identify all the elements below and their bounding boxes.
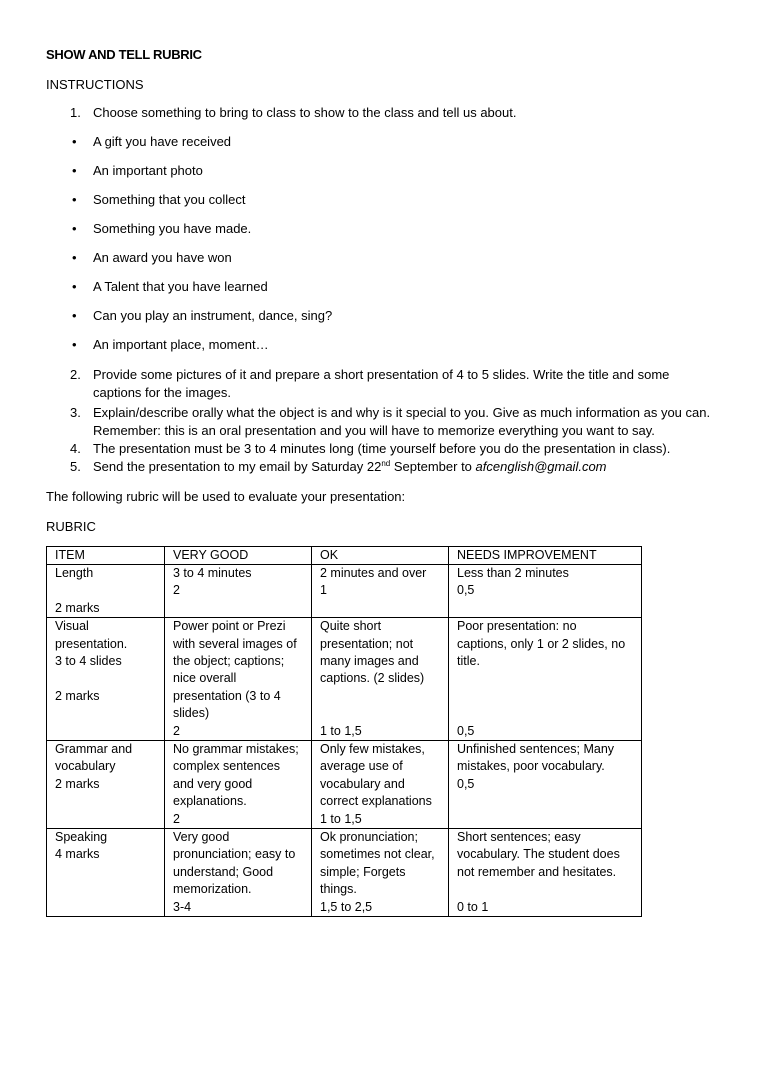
cell-line: 2 [173,723,180,738]
cell-line: average use of [320,759,403,774]
cell-very-good [165,829,312,917]
header-ok: OK [312,547,449,565]
cell-line: Ok pronunciation; [320,830,418,845]
cell-line: slides) [173,706,210,721]
cell-line: Only few mistakes, [320,742,425,757]
rubric-intro: The following rubric will be used to evaluate your presentation: [46,489,406,504]
cell-line: 1 to 1,5 [320,723,362,738]
step-text-line-1: Explain/describe orally what the object is and why is it special to you. Give as much information as you can. [93,405,711,420]
step-text-before: Send the presentation to my email by Saturday 22 [93,459,382,474]
list-item-text: Can you play an instrument, dance, sing? [93,308,333,323]
cell-line: understand; Good [173,864,274,879]
table-row [47,565,642,618]
cell-line: correct explanations [320,794,432,809]
bullet-icon: • [72,221,77,236]
cell-very-good [165,741,312,829]
cell-line: captions. (2 slides) [320,671,425,686]
cell-line: presentation; not [320,636,414,651]
cell-line: and very good [173,776,253,791]
cell-needs-improvement [449,565,642,618]
cell-line: 2 [173,811,180,826]
step-text-line-2: captions for the images. [93,385,232,400]
step-text: The presentation must be 3 to 4 minutes long (time yourself before you do the presentation in class). [93,441,671,456]
bullet-icon: • [72,134,77,149]
cell-line: title. [457,654,480,669]
cell-line: 1 to 1,5 [320,811,362,826]
step-text: Choose something to bring to class to show to the class and tell us about. [93,105,517,120]
list-item-text: An award you have won [93,250,232,265]
cell-line: 2 marks [55,776,100,791]
cell-very-good [165,565,312,618]
cell-spacer [457,670,635,687]
cell-spacer [457,881,635,898]
cell-very-good [165,618,312,741]
list-item-text: Something that you collect [93,192,246,207]
cell-line: Power point or Prezi [173,619,286,634]
cell-line: Length [55,566,94,580]
cell-line: 3-4 [173,899,192,914]
cell-line: 0 to 1 [457,899,489,914]
cell-line: 3 to 4 minutes [173,566,252,580]
cell-line: complex sentences [173,759,281,774]
bullet-icon: • [72,163,77,178]
cell-line: No grammar mistakes; [173,742,299,757]
cell-line: Unfinished sentences; Many [457,742,615,757]
cell-line: 2 marks [55,600,100,615]
cell-line: 0,5 [457,723,475,738]
cell-line: 0,5 [457,583,475,598]
cell-line: Poor presentation: no [457,619,577,634]
cell-line: many images and [320,654,419,669]
step-number: 5. [70,459,81,474]
cell-line: Short sentences; easy [457,830,581,845]
cell-line: vocabulary. The student does [457,847,620,862]
cell-needs-improvement [449,741,642,829]
rubric-heading: RUBRIC [46,519,96,534]
cell-line: memorization. [173,882,252,897]
table-row [47,741,642,829]
cell-line: 1 [320,583,327,598]
cell-item [47,829,165,917]
cell-spacer [320,688,442,705]
cell-line: simple; Forgets [320,864,406,879]
cell-line: Less than 2 minutes [457,566,569,580]
list-item-text: A Talent that you have learned [93,279,268,294]
cell-line: explanations. [173,794,247,809]
cell-item [47,618,165,741]
step-text-after: September to [390,459,476,474]
cell-item [47,565,165,618]
step-number: 3. [70,405,81,420]
cell-line: 4 marks [55,847,100,862]
instructions-heading: INSTRUCTIONS [46,77,144,92]
cell-line: the object; captions; [173,654,285,669]
list-item-text: An important photo [93,163,203,178]
cell-ok [312,565,449,618]
cell-spacer [457,705,635,722]
bullet-icon: • [72,308,77,323]
cell-line: Visual [55,619,89,634]
cell-needs-improvement [449,618,642,741]
bullet-icon: • [72,192,77,207]
list-item-text: A gift you have received [93,134,232,149]
cell-line: vocabulary [55,759,116,774]
cell-line: presentation (3 to 4 [173,688,281,703]
cell-line: mistakes, poor vocabulary. [457,759,605,774]
table-row [47,618,642,741]
cell-spacer [55,582,158,599]
cell-spacer [320,705,442,722]
cell-ok [312,618,449,741]
cell-line: Quite short [320,619,382,634]
list-item-text: Something you have made. [93,221,252,236]
date-superscript: nd [381,459,391,468]
cell-ok [312,741,449,829]
bullet-icon: • [72,250,77,265]
step-text [93,458,607,475]
cell-line: Grammar and [55,742,133,757]
cell-spacer [457,688,635,705]
step-number: 2. [70,367,81,382]
header-item: ITEM [47,547,165,565]
cell-line: 1,5 to 2,5 [320,899,373,914]
rubric-table [46,546,642,917]
cell-line: presentation. [55,636,128,651]
cell-line: vocabulary and [320,776,405,791]
cell-line: 2 [173,583,180,598]
cell-ok [312,829,449,917]
cell-spacer [55,670,158,687]
cell-line: Speaking [55,830,108,845]
list-item-text: An important place, moment… [93,337,269,352]
cell-line: captions, only 1 or 2 slides, no [457,636,626,651]
step-text-line-1: Provide some pictures of it and prepare a short presentation of 4 to 5 slides. Write the title and some [93,367,670,382]
step-number: 1. [70,105,81,120]
cell-line: things. [320,882,357,897]
cell-line: sometimes not clear, [320,847,435,862]
cell-line: Very good [173,830,230,845]
bullet-icon: • [72,279,77,294]
step-number: 4. [70,441,81,456]
cell-line: 2 marks [55,688,100,703]
cell-line: with several images of [173,636,297,651]
header-very-good: VERY GOOD [165,547,312,565]
cell-line: not remember and hesitates. [457,864,617,879]
cell-line: 0,5 [457,776,475,791]
step-text-line-2: Remember: this is an oral presentation and you will have to memorize everything you want to say. [93,423,655,438]
cell-needs-improvement [449,829,642,917]
bullet-icon: • [72,337,77,352]
cell-line: pronunciation; easy to [173,847,296,862]
cell-line: 3 to 4 slides [55,654,122,669]
table-row [47,829,642,917]
header-needs-improvement: NEEDS IMPROVEMENT [449,547,642,565]
cell-line: nice overall [173,671,237,686]
cell-line: 2 minutes and over [320,566,427,580]
document-title: SHOW AND TELL RUBRIC [46,47,202,62]
email-address: afcenglish@gmail.com [475,459,607,474]
table-header-row [47,547,642,565]
cell-item [47,741,165,829]
